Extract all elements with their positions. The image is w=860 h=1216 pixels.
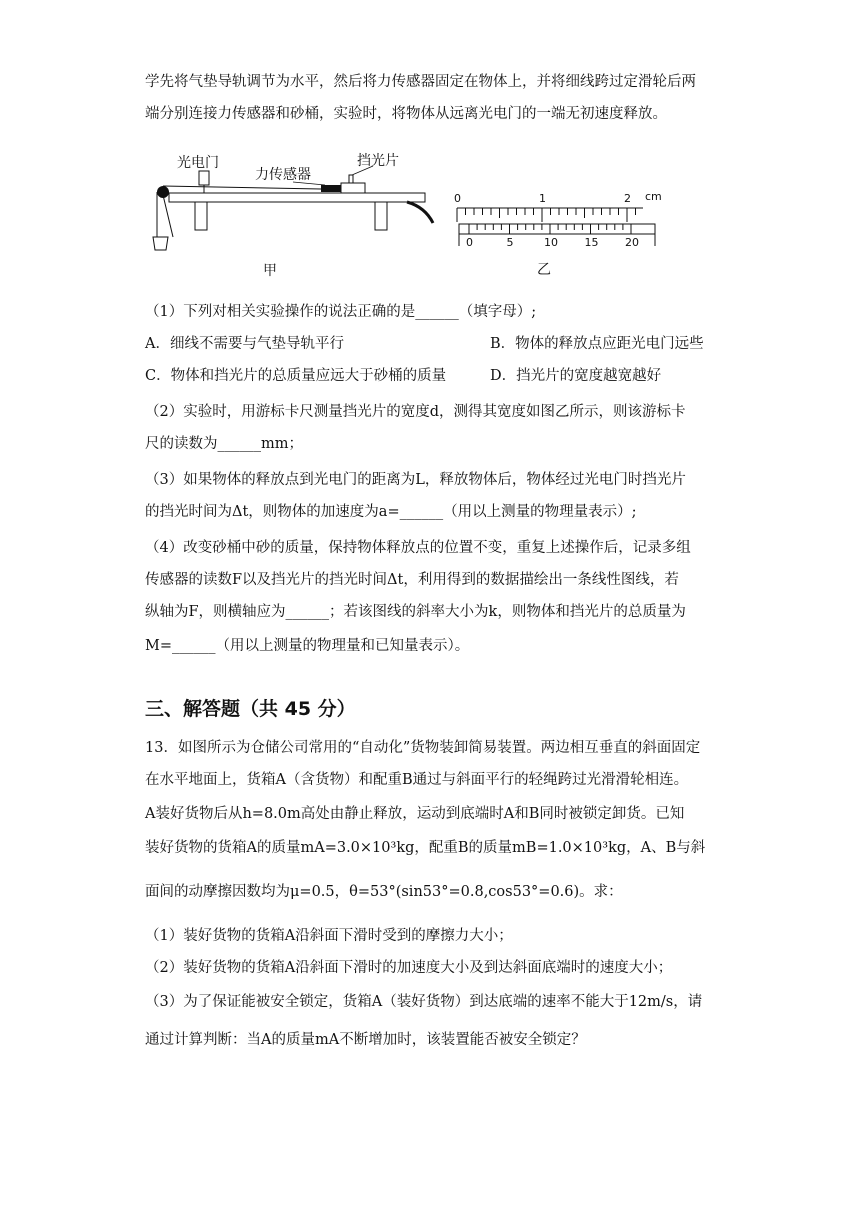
p13-question-1: （1）装好货物的货箱A沿斜面下滑时受到的摩擦力大小； xyxy=(145,928,513,944)
vernier-label: 15 xyxy=(584,236,599,249)
q4-line-1: （4）改变砂桶中砂的质量，保持物体释放点的位置不变，重复上述操作后，记录多组 xyxy=(145,540,691,556)
label-force-sensor: 力传感器 xyxy=(255,167,311,183)
figure-apparatus xyxy=(145,145,445,280)
q2-line-1: （2）实验时，用游标卡尺测量挡光片的宽度d，测得其宽度如图乙所示，则该游标卡 xyxy=(145,404,686,420)
p13-question-3b: 通过计算判断：当A的质量mA不断增加时，该装置能否被安全锁定？ xyxy=(145,1032,586,1048)
section-title: 三、解答题（共 45 分） xyxy=(145,698,356,720)
figure-vernier-caliper xyxy=(445,180,685,280)
label-photogate: 光电门 xyxy=(177,155,219,171)
p13-line-2: 在水平地面上，货箱A（含货物）和配重B通过与斜面平行的轻绳跨过光滑滑轮相连。 xyxy=(145,772,689,788)
q1-option-c: C．物体和挡光片的总质量应远大于砂桶的质量 xyxy=(145,368,447,384)
p13-line-5: 面间的动摩擦因数均为μ=0.5，θ=53°(sin53°=0.8,cos53°=0.6)。求： xyxy=(145,884,623,900)
q1-stem: （1）下列对相关实验操作的说法正确的是______（填字母）; xyxy=(145,304,537,320)
q1-option-a: A．细线不需要与气垫导轨平行 xyxy=(145,336,344,352)
q4-line-2: 传感器的读数F以及挡光片的挡光时间Δt，利用得到的数据描绘出一条线性图线，若 xyxy=(145,572,679,588)
main-scale xyxy=(454,192,643,222)
slider-icon xyxy=(341,183,365,193)
caption-jia: 甲 xyxy=(263,263,277,279)
vernier-label: 5 xyxy=(506,236,514,249)
q1-option-d: D．挡光片的宽度越宽越好 xyxy=(490,368,662,384)
q4-line-3: 纵轴为F，则横轴应为______；若该图线的斜率大小为k，则物体和挡光片的总质量为 xyxy=(145,604,686,620)
q4-line-4: M=______（用以上测量的物理量和已知量表示）。 xyxy=(145,638,470,654)
photogate-icon xyxy=(199,171,209,185)
main-scale-label: 0 xyxy=(454,192,461,205)
vernier-label: 10 xyxy=(544,236,558,249)
label-shading-plate: 挡光片 xyxy=(357,153,399,169)
shading-plate-icon xyxy=(349,175,353,183)
sand-bucket-icon xyxy=(153,237,168,250)
main-scale-label: 1 xyxy=(539,192,546,205)
unit-cm: cm xyxy=(645,190,662,203)
q3-line-1: （3）如果物体的释放点到光电门的距离为L，释放物体后，物体经过光电门时挡光片 xyxy=(145,472,686,488)
p13-question-2: （2）装好货物的货箱A沿斜面下滑时的加速度大小及到达斜面底端时的速度大小； xyxy=(145,960,673,976)
p13-line-3: A装好货物后从h=8.0m高处由静止释放，运动到底端时A和B同时被锁定卸货。已知 xyxy=(145,806,685,822)
main-scale-label: 2 xyxy=(624,192,631,205)
vernier-scale xyxy=(459,224,655,249)
p13-question-3: （3）为了保证能被安全锁定，货箱A（装好货物）到达底端的速率不能大于12m/s，请 xyxy=(145,994,703,1010)
q1-option-b: B．物体的释放点应距光电门远些 xyxy=(490,336,704,352)
force-sensor-icon xyxy=(321,185,341,192)
vernier-label: 0 xyxy=(466,236,473,249)
q3-line-2: 的挡光时间为Δt，则物体的加速度为a=______（用以上测量的物理量表示）; xyxy=(145,504,637,520)
intro-line-1: 学先将气垫导轨调节为水平，然后将力传感器固定在物体上，并将细线跨过定滑轮后两 xyxy=(145,74,696,90)
p13-line-4: 装好货物的货箱A的质量mA=3.0×10³kg，配重B的质量mB=1.0×10³kg，A、B与斜 xyxy=(145,840,706,856)
p13-line-1: 13．如图所示为仓储公司常用的“自动化”货物装卸简易装置。两边相互垂直的斜面固定 xyxy=(145,740,701,756)
intro-line-2: 端分别连接力传感器和砂桶，实验时，将物体从远离光电门的一端无初速度释放。 xyxy=(145,106,667,122)
caption-yi: 乙 xyxy=(537,262,551,278)
vernier-label: 20 xyxy=(625,236,639,249)
q2-line-2: 尺的读数为______mm； xyxy=(145,436,303,452)
